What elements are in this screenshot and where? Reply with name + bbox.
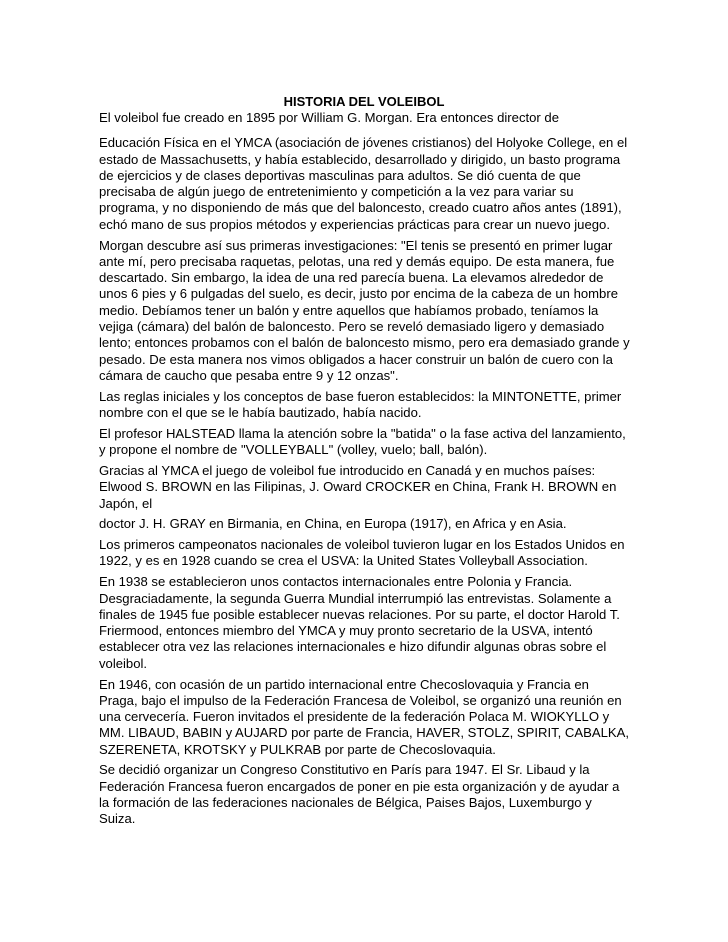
- paragraph-1938: En 1938 se establecieron unos contactos internacionales entre Polonia y Francia. Desgraciadamente, la segunda Guerra Mundial interrumpió las entrevistas. Solamente a finales de 1945 fue posible establecer nuevas relaciones. Por su parte, el doctor Harold T. Friermood, entonces miembro del YMCA y muy pronto secretario de la USVA, intentó establecer otra vez las relaciones internacionales e hizo difundir algunas obras sobre el voleibol.: [99, 574, 620, 671]
- paragraph-1946: En 1946, con ocasión de un partido internacional entre Checoslovaquia y Francia en Praga, bajo el impulso de la Federación Francesa de Voleibol, se organizó una reunión en una cervecería. Fueron invitados el presidente de la federación Polaca M. WIOKYLLO y MM. LIBAUD, BABIN y AUJARD por parte de Francia, HAVER, STOLZ, SPIRIT, CABALKA, SZERENETA, KROTSKY y PULKRAB por parte de Checoslovaquia.: [99, 676, 629, 757]
- paragraph-intro: El voleibol fue creado en 1895 por William G. Morgan. Era entonces director de: [99, 110, 559, 125]
- document-title: HISTORIA DEL VOLEIBOL: [283, 94, 445, 109]
- paragraph-gray: doctor J. H. GRAY en Birmania, en China, en Europa (1917), en Africa y en Asia.: [99, 516, 567, 532]
- paragraph-congress: Se decidió organizar un Congreso Constitutivo en París para 1947. El Sr. Libaud y la Federación Francesa fueron encargados de poner en pie esta organización y de ayudar a la formación de las federaciones nacionales de Bélgica, Paises Bajos, Luxemburgo y Suiza.: [99, 762, 620, 827]
- paragraph-halstead: El profesor HALSTEAD llama la atención sobre la "batida" o la fase activa del lanzamiento, y propone el nombre de "VOLLEYBALL" (volley, vuelo; ball, balón).: [99, 425, 626, 458]
- document-body: [99, 110, 631, 832]
- paragraph-ymca-spread: Gracias al YMCA el juego de voleibol fue introducido en Canadá y en muchos países: Elwood S. BROWN en las Filipinas, J. Oward CROCKER en China, Frank H. BROWN en Japón, el: [99, 462, 617, 511]
- paragraph-morgan-quote: Morgan descubre así sus primeras investigaciones: "El tenis se presentó en primer lugar ante mí, pero precisaba raquetas, pelotas, una red y demás equipo. De esta manera, fue descartado. Sin embargo, la idea de una red parecía buena. La elevamos alrededor de unos 6 pies y 6 pulgadas del suelo, es decir, justo por encima de la cabeza de un hombre medio. Debíamos tener un balón y entre aquellos que habíamos probado, teníamos la vejiga (cámara) del balón de baloncesto. Pero se reveló demasiado ligero y demasiado lento; entonces probamos con el balón de baloncesto mismo, pero era demasiado grande y pesado. De esta manera nos vimos obligados a hacer construir un balón de cuero con la cámara de caucho que pesaba entre 9 y 12 onzas".: [99, 237, 630, 383]
- paragraph-mintonette: Las reglas iniciales y los conceptos de base fueron establecidos: la MINTONETTE, primer nombre con el que se le había bautizado, había nacido.: [99, 388, 622, 421]
- paragraph-usva: Los primeros campeonatos nacionales de voleibol tuvieron lugar en los Estados Unidos en 1922, y es en 1928 cuando se crea el USVA: la United States Volleyball Association.: [99, 537, 625, 569]
- paragraph-ymca-program: Educación Física en el YMCA (asociación de jóvenes cristianos) del Holyoke College, en el estado de Massachusetts, y había establecido, desarrollado y dirigido, un basto programa de ejercicios y de clases deportivas masculinas para adultos. Se dió cuenta de que precisaba de algún juego de entretenimiento y competición a la vez para variar su programa, y no disponiendo de más que del baloncesto, creado cuatro años antes (1891), echó mano de sus propios métodos y experiencias prácticas para crear un nuevo juego.: [99, 135, 628, 232]
